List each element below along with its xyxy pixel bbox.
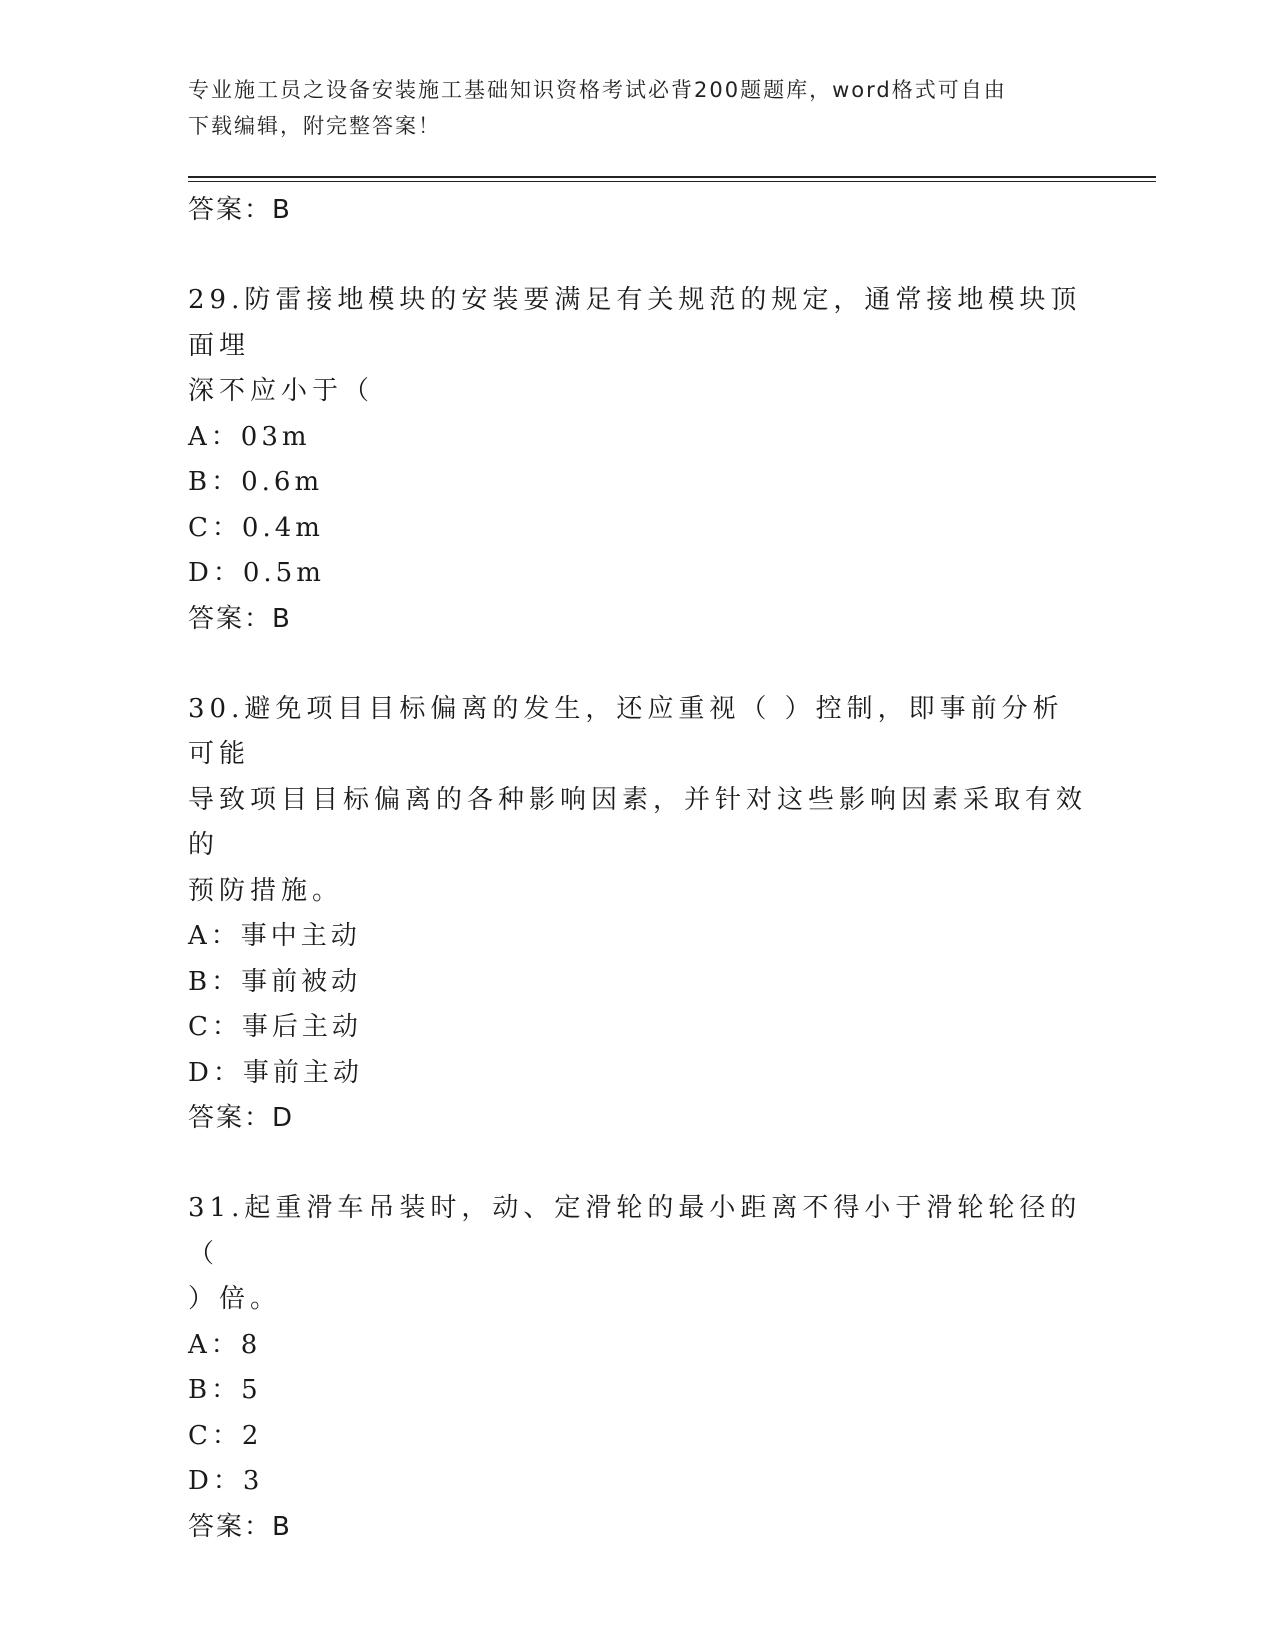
option-b <box>188 960 1088 1006</box>
question-answer <box>188 597 1088 641</box>
header-line-2: 下载编辑，附完整答案！ <box>188 114 441 138</box>
option-text: 0.6m <box>241 467 324 497</box>
question-stem <box>188 687 1088 915</box>
option-text: 事中主动 <box>240 921 361 951</box>
option-d <box>188 1051 1088 1097</box>
stem-line: 预防措施。 <box>188 875 344 906</box>
option-key: B： <box>188 467 242 497</box>
option-text: 03m <box>240 421 311 452</box>
option-key: A： <box>188 421 241 452</box>
stem-line: 30.避免项目目标偏离的发生，还应重视（ ）控制，即事前分析可能 <box>188 693 1064 769</box>
option-text: 2 <box>241 1420 263 1451</box>
stem-line: 深不应小于（ <box>188 376 375 406</box>
question-30 <box>188 687 1088 1141</box>
option-text: 事前被动 <box>241 966 362 997</box>
option-text: 事后主动 <box>241 1012 362 1042</box>
question-answer <box>188 1096 1088 1140</box>
stem-line: 导致项目目标偏离的各种影响因素，并针对这些影响因素采取有效的 <box>188 784 1088 860</box>
option-key: C： <box>188 1420 242 1451</box>
answer-label: 答案： <box>188 1103 273 1133</box>
option-key: C： <box>188 1012 242 1042</box>
option-key: C： <box>188 512 242 543</box>
answer-label: 答案： <box>188 1511 273 1542</box>
previous-answer <box>188 188 1088 232</box>
header-line-1: 专业施工员之设备安装施工基础知识资格考试必背200题题库，word格式可自由 <box>188 78 1007 102</box>
option-c <box>188 1414 1088 1460</box>
option-text: 5 <box>241 1375 262 1405</box>
question-answer <box>188 1505 1088 1549</box>
stem-line: 29.防雷接地模块的安装要满足有关规范的规定，通常接地模块顶面埋 <box>188 285 1082 361</box>
option-key: B： <box>188 1375 242 1405</box>
option-d <box>188 551 1088 597</box>
answer-value: B <box>272 603 291 634</box>
question-list <box>188 188 1088 1595</box>
option-text: 8 <box>240 1329 262 1360</box>
answer-value: D <box>272 1103 294 1133</box>
option-key: B： <box>188 966 242 997</box>
option-key: A： <box>188 1329 241 1360</box>
option-a <box>188 1323 1088 1369</box>
option-b <box>188 1368 1088 1414</box>
answer-value: B <box>272 1511 291 1542</box>
option-key: A： <box>188 921 241 951</box>
option-b <box>188 460 1088 506</box>
option-text: 0.4m <box>241 512 324 543</box>
document-header <box>188 72 1068 144</box>
option-text: 0.5m <box>242 558 325 588</box>
question-stem <box>188 278 1088 415</box>
option-key: D： <box>188 1466 243 1496</box>
option-c <box>188 1005 1088 1051</box>
question-stem <box>188 1186 1088 1323</box>
stem-line: ）倍。 <box>188 1284 282 1314</box>
option-a <box>188 914 1088 960</box>
header-divider <box>188 176 1156 182</box>
question-29 <box>188 278 1088 641</box>
answer-label: 答案： <box>188 603 273 634</box>
answer-value: B <box>272 195 291 225</box>
question-31 <box>188 1186 1088 1549</box>
option-d <box>188 1459 1088 1505</box>
option-c <box>188 506 1088 552</box>
option-key: D： <box>188 1057 243 1088</box>
option-text: 事前主动 <box>242 1057 363 1088</box>
stem-line: 31.起重滑车吊装时，动、定滑轮的最小距离不得小于滑轮轮径的（ <box>188 1193 1082 1269</box>
option-text: 3 <box>242 1466 264 1496</box>
answer-label: 答案： <box>188 195 273 225</box>
option-key: D： <box>188 558 243 588</box>
option-a <box>188 415 1088 461</box>
